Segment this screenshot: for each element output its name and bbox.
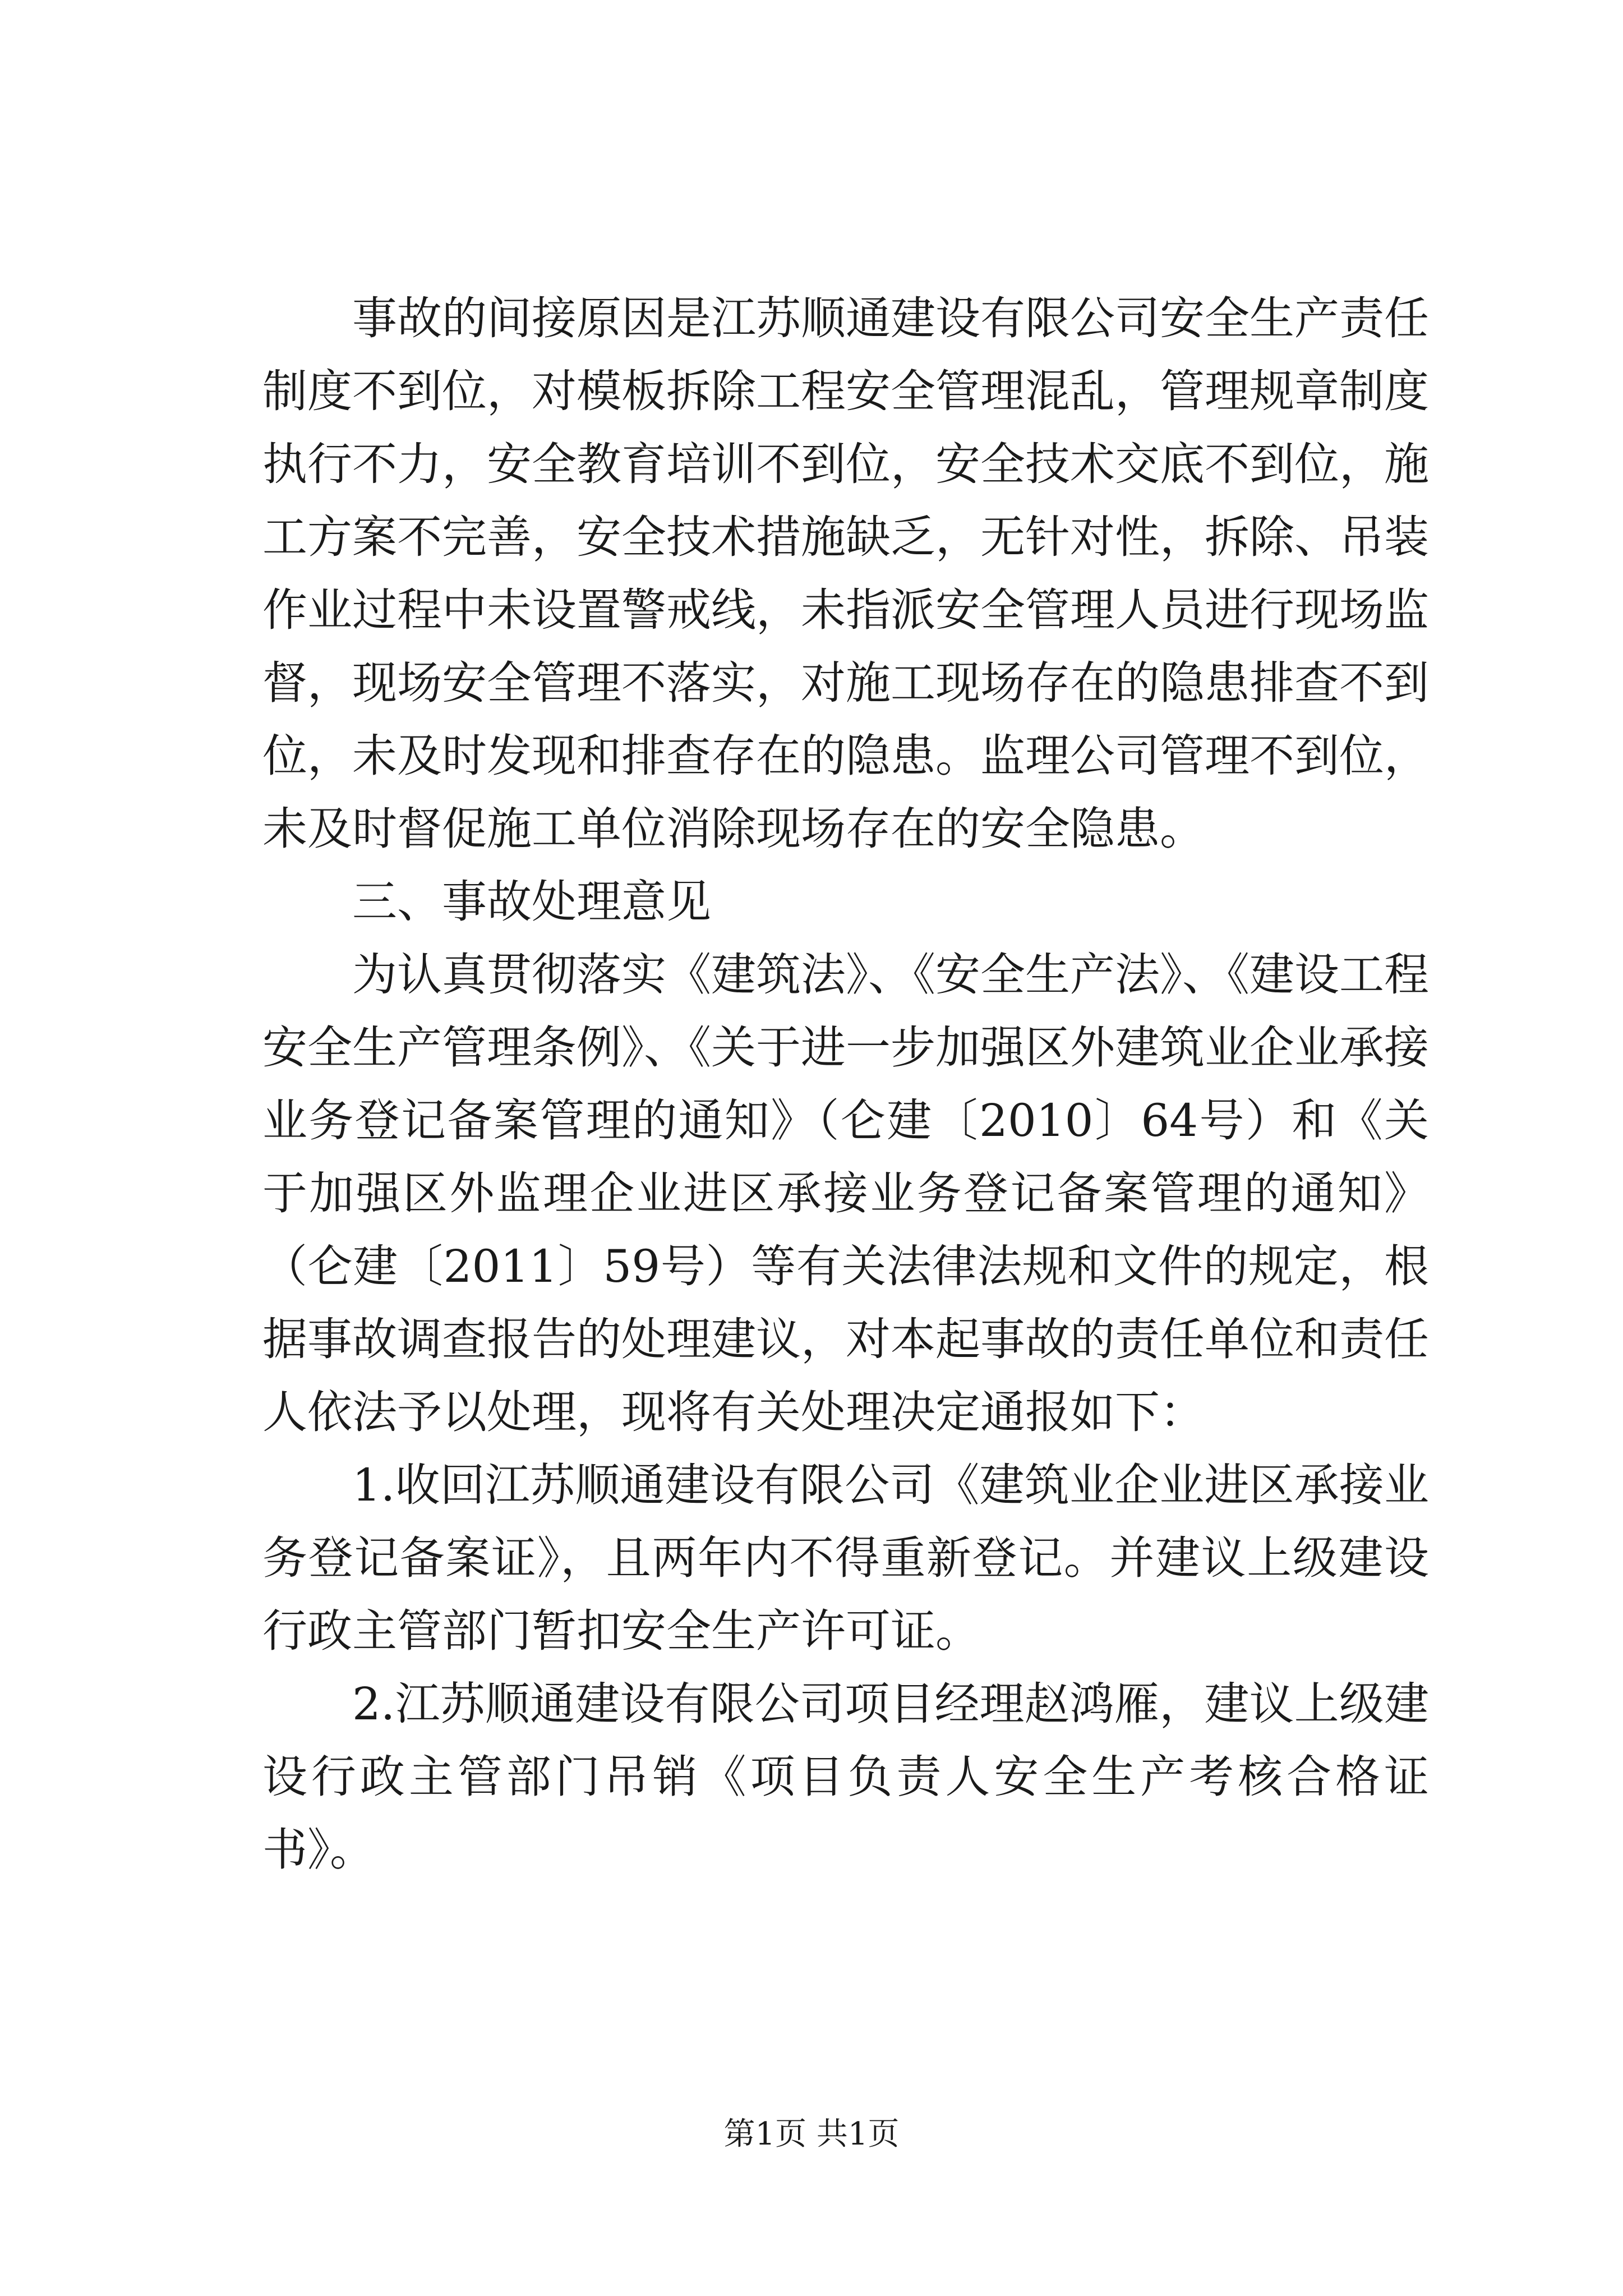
paragraph-indirect-cause: 事故的间接原因是江苏顺通建设有限公司安全生产责任制度不到位，对模板拆除工程安全管理混乱，管理规章制度执行不力，安全教育培训不到位，安全技术交底不到位，施工方案不完善，安全技术措施缺乏，无针对性，拆除、吊装作业过程中未设置警戒线，未指派安全管理人员进行现场监督，现场安全管理不落实，对施工现场存在的隐患排查不到位，未及时发现和排查存在的隐患。监理公司管理不到位，未及时督促施工单位消除现场存在的安全隐患。	[262, 292, 1429, 855]
paragraph-legal-basis: 为认真贯彻落实《建筑法》、《安全生产法》、《建设工程安全生产管理条例》、《关于进一步加强区外建筑业企业承接业务登记备案管理的通知》（仑建〔2010〕64号）和《关于加强区外监理企业进区承接业务登记备案管理的通知》（仑建〔2011〕59号）等有关法律法规和文件的规定，根据事故调查报告的处理建议，对本起事故的责任单位和责任人依法予以处理，现将有关处理决定通报如下：	[262, 949, 1429, 1438]
section-heading-handling-opinion: 三、事故处理意见	[352, 876, 711, 928]
paragraph-decision-2: 2.江苏顺通建设有限公司项目经理赵鸿雁，建议上级建设行政主管部门吊销《项目负责人安全生产考核合格证书》。	[262, 1678, 1429, 1876]
paragraph-decision-1: 1.收回江苏顺通建设有限公司《建筑业企业进区承接业务登记备案证》，且两年内不得重新登记。并建议上级建设行政主管部门暂扣安全生产许可证。	[262, 1459, 1429, 1657]
document-body	[262, 282, 1429, 1887]
page-number-footer: 第1页 共1页	[723, 2116, 900, 2152]
